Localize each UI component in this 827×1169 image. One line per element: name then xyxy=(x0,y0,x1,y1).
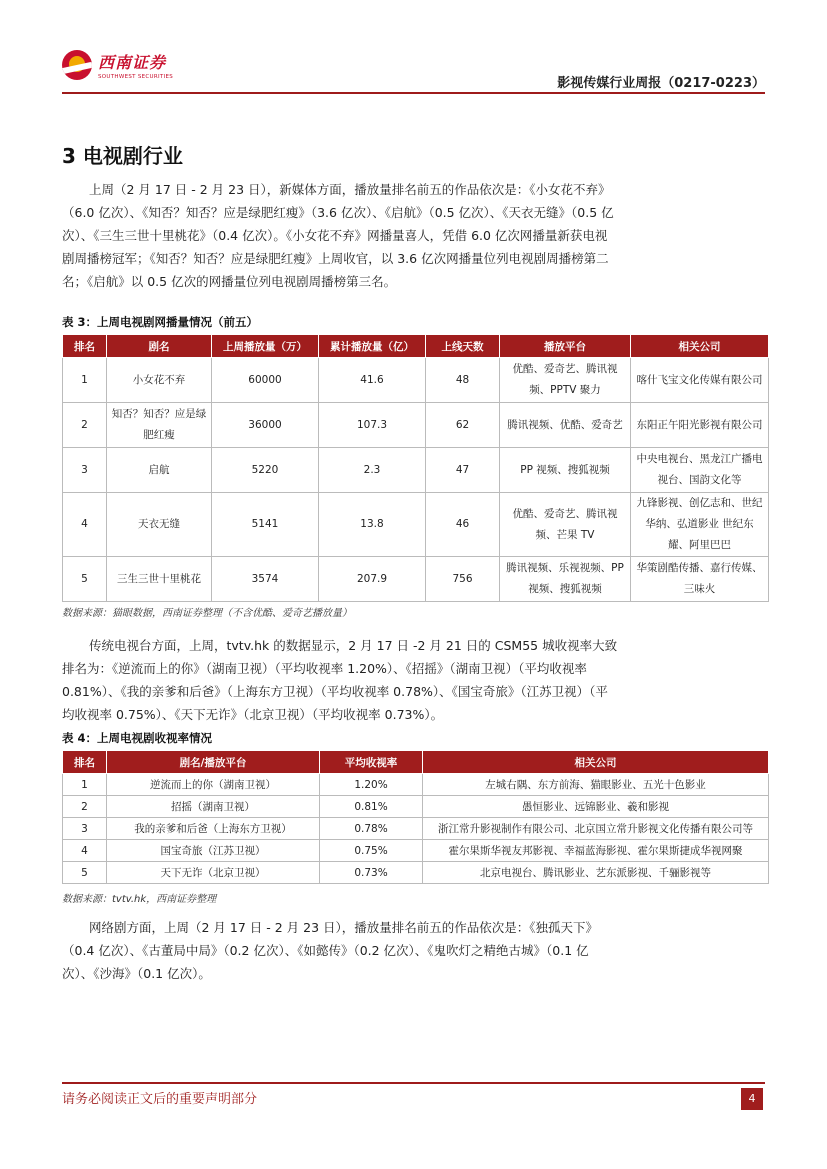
table-cell: 207.9 xyxy=(319,557,426,602)
table-cell: 腾讯视频、优酷、爱奇艺 xyxy=(500,403,631,448)
table-cell: 九锋影视、创亿志和、世纪华纳、弘道影业 世纪东耀、阿里巴巴 xyxy=(631,493,769,557)
table-cell: 47 xyxy=(426,448,500,493)
table-cell: 756 xyxy=(426,557,500,602)
table-cell: 浙江常升影视制作有限公司、北京国立常升影视文化传播有限公司等 xyxy=(423,818,769,840)
table4-ratings xyxy=(62,750,769,884)
table-cell: 左城右隅、东方前海、猫眼影业、五光十色影业 xyxy=(423,774,769,796)
table3-header-row xyxy=(63,335,769,358)
table3-header-cell: 剧名 xyxy=(107,335,212,358)
table-cell: 2 xyxy=(63,796,107,818)
table-cell: 4 xyxy=(63,493,107,557)
table-cell: 13.8 xyxy=(319,493,426,557)
table-cell: 5 xyxy=(63,862,107,884)
table-cell: 46 xyxy=(426,493,500,557)
table3-header-cell: 播放平台 xyxy=(500,335,631,358)
table-cell: 逆流而上的你（湖南卫视） xyxy=(107,774,320,796)
table4-header-cell: 排名 xyxy=(63,751,107,774)
table-cell: 招摇（湖南卫视） xyxy=(107,796,320,818)
table-cell: 优酷、爱奇艺、腾讯视频、芒果 TV xyxy=(500,493,631,557)
table-cell: 60000 xyxy=(212,358,319,403)
table-cell: 4 xyxy=(63,840,107,862)
table3-header-cell: 累计播放量（亿） xyxy=(319,335,426,358)
table-row xyxy=(63,818,769,840)
table-cell: 华策剧酷传播、嘉行传媒、三味火 xyxy=(631,557,769,602)
table-cell: 启航 xyxy=(107,448,212,493)
table-cell: 3 xyxy=(63,818,107,840)
table-cell: 5220 xyxy=(212,448,319,493)
page-number: 4 xyxy=(741,1088,763,1110)
table-cell: 3 xyxy=(63,448,107,493)
table-cell: 48 xyxy=(426,358,500,403)
table-cell: 优酷、爱奇艺、腾讯视频、PPTV 聚力 xyxy=(500,358,631,403)
header-divider xyxy=(62,92,765,94)
company-logo xyxy=(62,50,173,80)
table-cell: 41.6 xyxy=(319,358,426,403)
table3-header-cell: 上线天数 xyxy=(426,335,500,358)
table-cell: 2 xyxy=(63,403,107,448)
disclaimer-note: 请务必阅读正文后的重要声明部分 xyxy=(62,1092,258,1107)
section-title: 3 电视剧行业 xyxy=(62,144,183,168)
table4-header-cell: 相关公司 xyxy=(423,751,769,774)
table-cell: 1 xyxy=(63,774,107,796)
table-cell: 5 xyxy=(63,557,107,602)
table-cell: 36000 xyxy=(212,403,319,448)
table-cell: 1 xyxy=(63,358,107,403)
report-title: 影视传媒行业周报（0217-0223） xyxy=(557,76,765,91)
table3-caption: 表 3：上周电视剧网播量情况（前五） xyxy=(62,315,259,329)
table-cell: 愚恒影业、远锦影业、羲和影视 xyxy=(423,796,769,818)
paragraph-tv-ratings: 传统电视台方面，上周，tvtv.hk 的数据显示，2 月 17 日 -2 月 21 日的 CSM55 城收视率大致排名为：《逆流而上的你》（湖南卫视）（平均收视率 1.20%）、《招摇》（湖南卫视）（平均收视率 0.81%）、《我的亲爹和后爸》（上海东方卫视）（平均收视率 0.78%）、《国宝奇旅》（江苏卫视）（平均收视率 0.75%）、《天下无诈》（北京卫视）（平均收视率 0.73%）。 xyxy=(62,638,618,722)
table-cell: 天衣无缝 xyxy=(107,493,212,557)
logo-chinese-name: 西南证券 xyxy=(98,53,167,72)
table-row xyxy=(63,403,769,448)
table-row xyxy=(63,862,769,884)
table-cell: 知否？知否？应是绿肥红瘦 xyxy=(107,403,212,448)
logo-mark-icon xyxy=(62,50,92,80)
table-cell: PP 视频、搜狐视频 xyxy=(500,448,631,493)
table-cell: 东阳正午阳光影视有限公司 xyxy=(631,403,769,448)
logo-english-name: SOUTHWEST SECURITIES xyxy=(98,74,174,80)
table3-header-cell: 上周播放量（万） xyxy=(212,335,319,358)
table4-source: 数据来源：tvtv.hk，西南证券整理 xyxy=(62,894,217,905)
table-cell: 天下无诈（北京卫视） xyxy=(107,862,320,884)
table-cell: 0.75% xyxy=(320,840,423,862)
table-cell: 我的亲爹和后爸（上海东方卫视） xyxy=(107,818,320,840)
table-cell: 0.81% xyxy=(320,796,423,818)
paragraph-new-media: 上周（2 月 17 日 - 2 月 23 日），新媒体方面，播放量排名前五的作品依次是：《小女花不弃》（6.0 亿次）、《知否？知否？应是绿肥红瘦》（3.6 亿次）、《启航》（0.5 亿次）、《天衣无缝》（0.5 亿次）、《三生三世十里桃花》（0.4 亿次）。《小女花不弃》网播量喜人，凭借 6.0 亿次网播量新获电视剧周播榜冠军；《知否？知否？应是绿肥红瘦》上周收官，以 3.6 亿次网播量位列电视剧周播榜第二名；《启航》以 0.5 亿次的网播量位列电视剧周播榜第三名。 xyxy=(62,182,614,289)
table-cell: 霍尔果斯华视友邦影视、幸福蓝海影视、霍尔果斯捷成华视网聚 xyxy=(423,840,769,862)
table-row xyxy=(63,557,769,602)
table-row xyxy=(63,774,769,796)
table3-source: 数据来源：猫眼数据，西南证券整理（不含优酷、爱奇艺播放量） xyxy=(62,608,352,619)
table-cell: 腾讯视频、乐视视频、PP 视频、搜狐视频 xyxy=(500,557,631,602)
table-cell: 1.20% xyxy=(320,774,423,796)
footer-divider xyxy=(62,1082,765,1084)
table-row xyxy=(63,358,769,403)
table4-header-cell: 平均收视率 xyxy=(320,751,423,774)
table-cell: 北京电视台、腾讯影业、艺东派影视、千骊影视等 xyxy=(423,862,769,884)
table-cell: 中央电视台、黑龙江广播电视台、国韵文化等 xyxy=(631,448,769,493)
table-row xyxy=(63,493,769,557)
table-row xyxy=(63,796,769,818)
table4-header-cell: 剧名/播放平台 xyxy=(107,751,320,774)
table-cell: 小女花不弃 xyxy=(107,358,212,403)
table-cell: 107.3 xyxy=(319,403,426,448)
table-cell: 5141 xyxy=(212,493,319,557)
table-cell: 喀什飞宝文化传媒有限公司 xyxy=(631,358,769,403)
table-row xyxy=(63,448,769,493)
table-row xyxy=(63,840,769,862)
table3-header-cell: 相关公司 xyxy=(631,335,769,358)
table-cell: 三生三世十里桃花 xyxy=(107,557,212,602)
table4-caption: 表 4：上周电视剧收视率情况 xyxy=(62,731,213,745)
paragraph-web-series: 网络剧方面，上周（2 月 17 日 - 2 月 23 日），播放量排名前五的作品依次是：《独孤天下》（0.4 亿次）、《古董局中局》（0.2 亿次）、《如懿传》（0.2 亿次）、《鬼吹灯之精绝古城》（0.1 亿次）、《沙海》（0.1 亿次）。 xyxy=(62,920,599,981)
table3-web-views xyxy=(62,334,769,602)
table4-header-row xyxy=(63,751,769,774)
table-cell: 国宝奇旅（江苏卫视） xyxy=(107,840,320,862)
table-cell: 62 xyxy=(426,403,500,448)
table-cell: 0.78% xyxy=(320,818,423,840)
table-cell: 3574 xyxy=(212,557,319,602)
table3-header-cell: 排名 xyxy=(63,335,107,358)
table-cell: 2.3 xyxy=(319,448,426,493)
table-cell: 0.73% xyxy=(320,862,423,884)
